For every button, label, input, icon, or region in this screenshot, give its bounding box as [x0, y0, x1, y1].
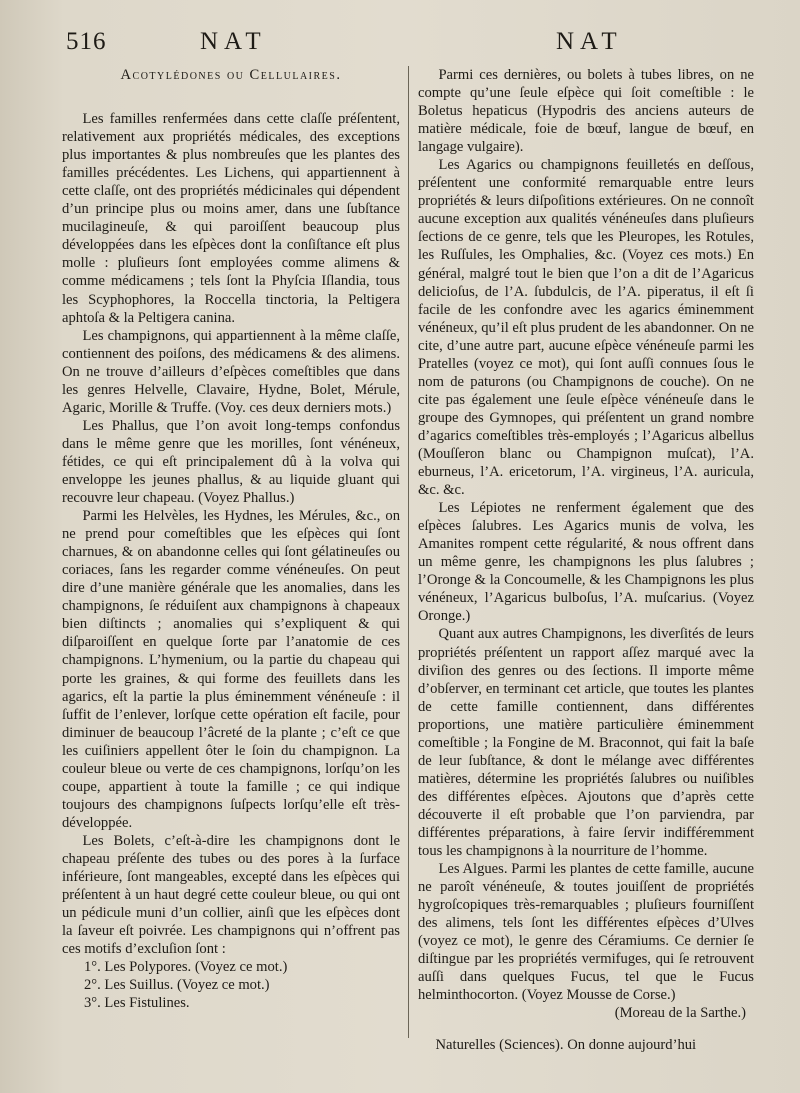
right-column: [418, 66, 754, 1055]
list-item: 2°. Les Suillus. (Voyez ce mot.): [84, 977, 270, 994]
column-divider: [408, 66, 409, 1038]
page-header: [0, 28, 800, 62]
paragraph-algues: Les Algues. Parmi les plantes de cette famille, aucune ne paroît vénéneuſe, & toutes jouiſſent de propriétés hygroſcopiques très-remarquables ; pluſieurs fourniſſent des alimens, tels ſont les différentes eſpèces d’Ulves (voyez ce mot), le genre des Céramiums. Ce dernier ſe diſtingue par les propriétés vermifuges, qui ſe retrouvent auſſi dans quelques Fucus, tel que le Fucus helminthocorton. (Voyez Mousse de Corse.): [418, 861, 754, 1004]
paragraph-agarics: Les Agarics ou champignons feuilletés en deſſous, préſentent une conformité remarquable entre leurs propriétés & leurs diſpoſitions extérieures. On ne connoît aucune exception aux qualités vénéneuſes dans pluſieurs ſections de ce genre, tels que les Pleuropes, les Rotules, les Ruſſules, les Omphalies, &c. (Voyez ces mots.) En général, malgré tout le bien que l’on a dit de l’Agaricus delicioſus, de l’A. ſubdulcis, de l’A. piperatus, il eſt ſi facile de les confondre avec les agarics éminemment vénéneux, qu’il eſt plus prudent de les abandonner. On ne cite, d’une autre part, aucune eſpèce vénéneuſe parmi les Pratelles (voyez ce mot), qui ſont auſſi connues ſous le nom de paturons (ou Champignons de couche). On ne cite pas également une ſeule eſpèce vénéneuſe dans le groupe des Gymnopes, qui préſentent un grand nombre d’agarics comeſtibles très-employés ; l’Agaricus albellus (Mouſſeron blanc ou Champignon muſcat), l’A. eburneus, l’A. ericetorum, l’A. virgineus, l’A. auricula, &c. &c.: [418, 157, 754, 499]
left-column: [62, 66, 400, 1012]
running-head-left: NAT: [200, 28, 267, 55]
next-entry: Naturelles (Sciences). On donne aujourd’hui: [435, 1037, 697, 1054]
paragraph-lepiotes: Les Lépiotes ne renferment également que des eſpèces ſalubres. Les Agarics munis de volva, les Amanites rompent cette régularité, & nous offrent dans un même genre, les champignons les plus ſalubres ; l’Oronge & la Concoumelle, & les Champignons les plus vénéneux, l’Agaricus bulboſus, l’A. muſcarius. (Voyez Oronge.): [418, 500, 754, 625]
section-title: Acotylédones ou Cellulaires.: [120, 67, 342, 83]
paragraph-bolets-libres: Parmi ces dernières, ou bolets à tubes libres, on ne compte qu’une ſeule eſpèce qui ſoit comeſtible : le Boletus hepaticus (Hypodris des anciens auteurs de matière médicale, foie de bœuf, langue de bœuf, en langage vulgaire).: [418, 67, 754, 156]
running-head-right: NAT: [556, 28, 623, 55]
paragraph-phallus: Les Phallus, que l’on avoit long-temps confondus dans le même genre que les morilles, ſont vénéneux, fétides, ce qui eſt principalement dû à la volva qui enveloppe les jeunes phallus, & au liquide gluant qui recouvre leur chapeau. (Voyez Phallus.): [62, 417, 400, 507]
author-signature: (Moreau de la Sarthe.): [614, 1005, 746, 1022]
paragraph-lichens: Les familles renfermées dans cette claſſe préſentent, relativement aux propriétés médicales, des exceptions plus importantes & plus nombreuſes que les plantes des familles précédentes. Les Lichens, qui appartiennent à cette claſſe, ont des propriétés médicinales qui dépendent d’un principe plus ou moins amer, dans une ſubſtance mucilagineuſe, & qui paroiſſent beaucoup plus développées dans les eſpèces dont la conſiſtance eſt plus molle : pluſieurs ſont employées comme alimens & comme médicamens ; tels ſont la Phyſcia Iſlandia, tous les Scyphophores, la Roccella tinctoria, la Peltigera aphtoſa & la Peltigera canina.: [62, 111, 400, 326]
list-item: 3°. Les Fistulines.: [84, 995, 190, 1012]
paragraph-champignons: Les champignons, qui appartiennent à la même claſſe, contiennent des poiſons, des médicamens & des alimens. On ne trouve d’ailleurs d’eſpèces comeſtibles que dans les genres Helvelle, Clavaire, Hydne, Bolet, Mérule, Agaric, Morille & Truffe. (Voy. ces deux derniers mots.): [62, 327, 400, 416]
paragraph-helveles: Parmi les Helvèles, les Hydnes, les Mérules, &c., on ne prend pour comeſtibles que les eſpèces qui ſont charnues, & on abandonne celles qui ſont gélatineuſes ou coriaces, ſans les regarder comme vénéneuſes. On peut dire d’une manière générale que les anomalies, dans les champignons, ſe réduiſent aux champignons à chapeaux bien diſtincts ; anomalies qui s’expliquent & qui diſparoiſſent en quelque ſorte par l’anatomie de ces champignons. L’hymenium, ou la partie du chapeau qui porte les graines, & qui forme des feuillets dans les agarics, eſt la partie la plus éminemment vénéneuſe : il ſuffit de l’enlever, lorſque cette opération eſt facile, pour diminuer de beaucoup l’âcreté de la plante ; c’eſt ce que les cuiſiniers appellent ôter le ſoin du champignon. La couleur bleue ou verte de ces champignons, lorſqu’on les coupe, appartient à toute la famille ; ce qui indique toujours des champignons ſuſpects lorſqu’elle eſt très-développée.: [62, 508, 400, 831]
page-number: 516: [66, 28, 107, 55]
paragraph-autres-champignons: Quant aux autres Champignons, les diverſités de leurs propriétés préſentent un rapport aſſez marqué avec la diviſion des genres ou des ſections. Il importe même d’obſerver, en terminant cet article, que toutes les plantes de cette famille contiennent, dans différentes proportions, une matière particulière éminemment comeſtible ; la Fongine de M. Braconnot, qui fait la baſe de leur ſubſtance, & dont le mélange avec différentes matières, détermine les propriétés ſalubres ou nuiſibles des différentes eſpèces. Ajoutons que d’après cette découverte il eſt probable que l’on parviendra, par différentes préparations, à faire ſervir indifféremment tous les champignons à la nourriture de l’homme.: [418, 626, 754, 860]
paragraph-bolets: Les Bolets, c’eſt-à-dire les champignons dont le chapeau préſente des tubes ou des pores à la ſurface inférieure, ſont mangeables, excepté dans les eſpèces qui préſentent à un haut degré cette couleur bleue, ou qui ont un pédicule muni d’un collier, ainſi que les eſpèces dont la ſaveur eſt poivrée. Les champignons qui n’offrent pas ces motifs d’excluſion ſont :: [62, 832, 400, 958]
list-item: 1°. Les Polypores. (Voyez ce mot.): [84, 959, 288, 976]
